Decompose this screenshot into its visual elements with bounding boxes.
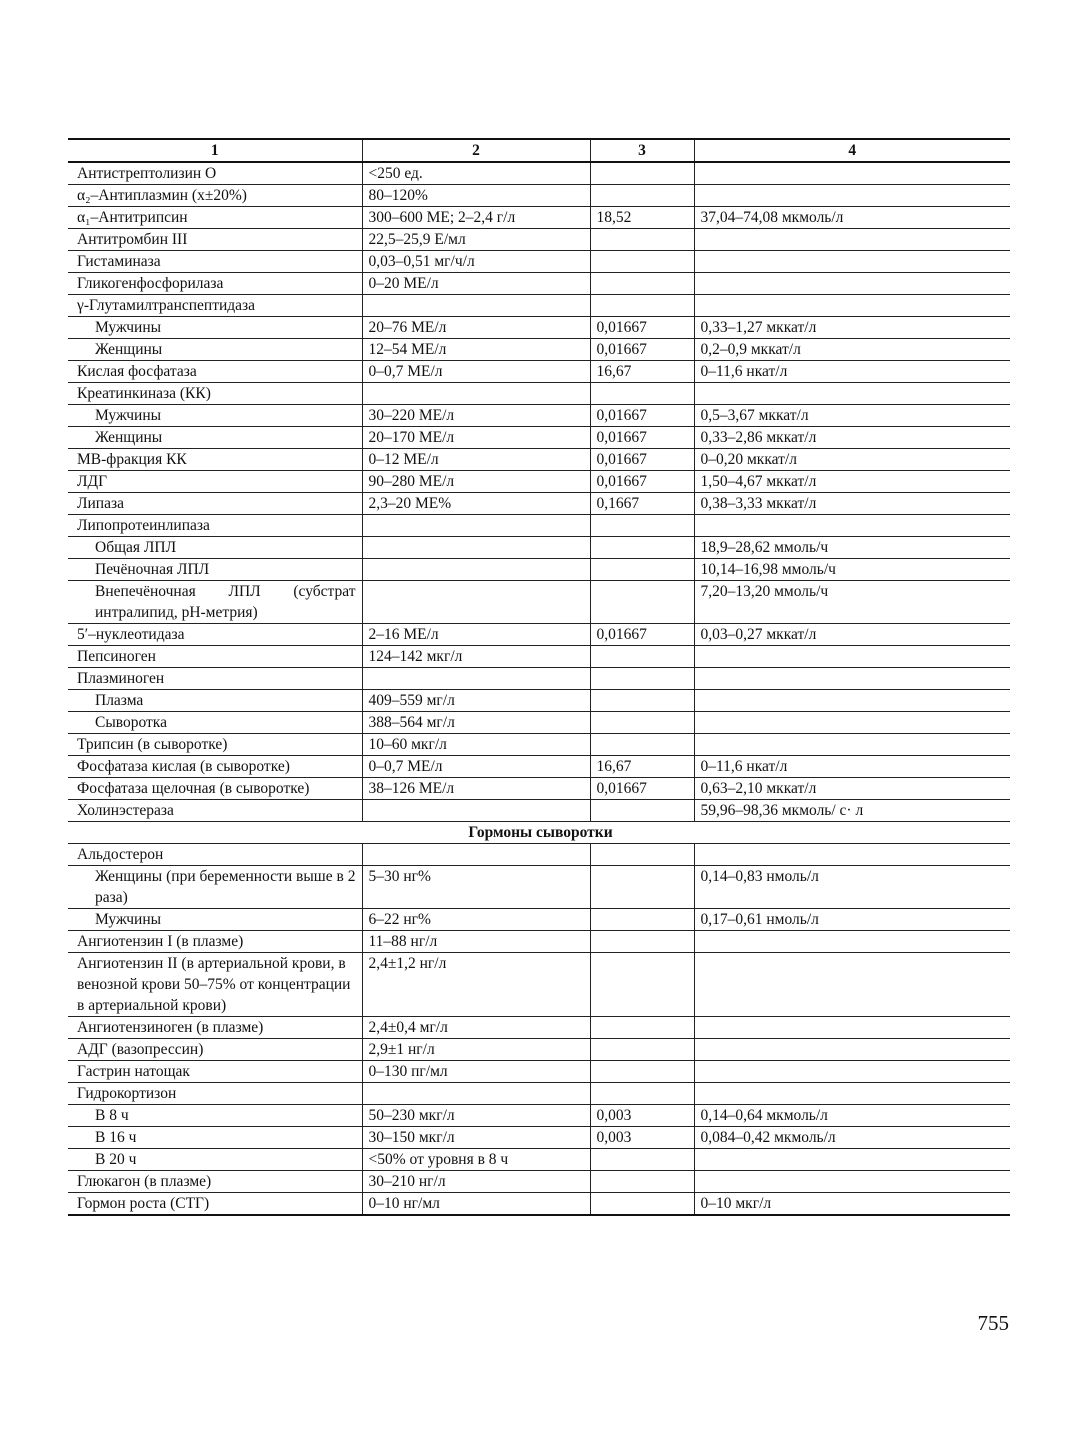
si-value-cell [694, 295, 1010, 317]
value-cell: 0,03–0,51 мг/ч/л [362, 251, 590, 273]
value-cell: 0–0,7 МЕ/л [362, 361, 590, 383]
factor-cell: 18,52 [590, 207, 694, 229]
value-cell [362, 668, 590, 690]
value-cell: 0–130 пг/мл [362, 1061, 590, 1083]
table-row [68, 1083, 1010, 1105]
factor-cell: 0,01667 [590, 471, 694, 493]
parameter-cell: Трипсин (в сыворотке) [68, 734, 362, 756]
table-row [68, 229, 1010, 251]
table-row [68, 1193, 1010, 1216]
factor-cell [590, 273, 694, 295]
value-cell: 22,5–25,9 Е/мл [362, 229, 590, 251]
section-header-row [68, 822, 1010, 844]
parameter-cell: В 16 ч [68, 1127, 362, 1149]
factor-cell [590, 712, 694, 734]
parameter-cell: Липаза [68, 493, 362, 515]
value-cell [362, 537, 590, 559]
si-value-cell [694, 1061, 1010, 1083]
parameter-cell: Ангиотензиноген (в плазме) [68, 1017, 362, 1039]
parameter-cell: Женщины [68, 427, 362, 449]
parameter-cell: Сыворотка [68, 712, 362, 734]
value-cell: 2,4±1,2 нг/л [362, 953, 590, 1017]
value-cell [362, 559, 590, 581]
parameter-cell: α₁–Антитрипсин [68, 207, 362, 229]
factor-cell [590, 537, 694, 559]
si-value-cell: 0,14–0,83 нмоль/л [694, 866, 1010, 909]
value-cell [362, 515, 590, 537]
factor-cell: 0,01667 [590, 427, 694, 449]
factor-cell: 0,01667 [590, 317, 694, 339]
header-row [68, 139, 1010, 162]
table-row [68, 1061, 1010, 1083]
table-row [68, 931, 1010, 953]
value-cell: 124–142 мкг/л [362, 646, 590, 668]
factor-cell: 16,67 [590, 756, 694, 778]
table-row [68, 646, 1010, 668]
si-value-cell: 0–10 мкг/л [694, 1193, 1010, 1216]
table-row [68, 273, 1010, 295]
si-value-cell: 0,14–0,64 мкмоль/л [694, 1105, 1010, 1127]
table-row [68, 668, 1010, 690]
factor-cell: 0,1667 [590, 493, 694, 515]
value-cell: 20–76 МЕ/л [362, 317, 590, 339]
parameter-cell: Фосфатаза кислая (в сыворотке) [68, 756, 362, 778]
parameter-cell: Мужчины [68, 909, 362, 931]
parameter-cell: Холинэстераза [68, 800, 362, 822]
table-row [68, 559, 1010, 581]
si-value-cell: 0–0,20 мккат/л [694, 449, 1010, 471]
parameter-cell: Гликогенфосфорилаза [68, 273, 362, 295]
value-cell: 11–88 нг/л [362, 931, 590, 953]
value-cell: 6–22 нг% [362, 909, 590, 931]
si-value-cell [694, 1171, 1010, 1193]
value-cell: 0–12 МЕ/л [362, 449, 590, 471]
si-value-cell: 0,63–2,10 мккат/л [694, 778, 1010, 800]
si-value-cell [694, 690, 1010, 712]
table-row [68, 581, 1010, 624]
factor-cell [590, 668, 694, 690]
factor-cell [590, 844, 694, 866]
table-row [68, 317, 1010, 339]
table-row [68, 185, 1010, 207]
si-value-cell: 0–11,6 нкат/л [694, 361, 1010, 383]
value-cell: <250 ед. [362, 162, 590, 185]
si-value-cell: 7,20–13,20 ммоль/ч [694, 581, 1010, 624]
column-header-2: 2 [362, 139, 590, 162]
factor-cell [590, 931, 694, 953]
value-cell: 20–170 МЕ/л [362, 427, 590, 449]
factor-cell: 16,67 [590, 361, 694, 383]
table-row [68, 207, 1010, 229]
parameter-cell: 5′–нуклеотидаза [68, 624, 362, 646]
page-number: 755 [977, 1311, 1009, 1335]
value-cell: 0–0,7 МЕ/л [362, 756, 590, 778]
factor-cell [590, 251, 694, 273]
factor-cell [590, 800, 694, 822]
factor-cell [590, 515, 694, 537]
factor-cell [590, 1061, 694, 1083]
table-row [68, 953, 1010, 1017]
factor-cell [590, 1171, 694, 1193]
table-row [68, 909, 1010, 931]
parameter-cell: АДГ (вазопрессин) [68, 1039, 362, 1061]
table-row [68, 844, 1010, 866]
factor-cell [590, 1017, 694, 1039]
table-row [68, 162, 1010, 185]
table-row [68, 1127, 1010, 1149]
table-row [68, 1171, 1010, 1193]
table-row [68, 712, 1010, 734]
parameter-cell: Печёночная ЛПЛ [68, 559, 362, 581]
factor-cell: 0,003 [590, 1105, 694, 1127]
parameter-cell: Ангиотензин I (в плазме) [68, 931, 362, 953]
factor-cell [590, 1149, 694, 1171]
si-value-cell: 0,38–3,33 мккат/л [694, 493, 1010, 515]
value-cell: <50% от уровня в 8 ч [362, 1149, 590, 1171]
parameter-cell: Антистрептолизин О [68, 162, 362, 185]
table-body [68, 162, 1010, 1215]
table-row [68, 339, 1010, 361]
si-value-cell: 59,96–98,36 мкмоль/ с· л [694, 800, 1010, 822]
parameter-cell: В 8 ч [68, 1105, 362, 1127]
value-cell: 0–10 нг/мл [362, 1193, 590, 1216]
parameter-cell: γ-Глутамилтранспептидаза [68, 295, 362, 317]
value-cell [362, 581, 590, 624]
factor-cell: 0,01667 [590, 778, 694, 800]
table-row [68, 1017, 1010, 1039]
value-cell: 388–564 мг/л [362, 712, 590, 734]
factor-cell: 0,003 [590, 1127, 694, 1149]
table-row [68, 756, 1010, 778]
value-cell: 409–559 мг/л [362, 690, 590, 712]
parameter-cell: Липопротеинлипаза [68, 515, 362, 537]
si-value-cell: 0,33–1,27 мккат/л [694, 317, 1010, 339]
value-cell: 5–30 нг% [362, 866, 590, 909]
parameter-cell: Женщины (при беременности выше в 2 раза) [68, 866, 362, 909]
table-row [68, 361, 1010, 383]
table-row [68, 734, 1010, 756]
factor-cell [590, 646, 694, 668]
si-value-cell: 0,5–3,67 мккат/л [694, 405, 1010, 427]
section-title: Гормоны сыворотки [68, 822, 1010, 844]
parameter-cell: Гастрин натощак [68, 1061, 362, 1083]
table-row [68, 427, 1010, 449]
parameter-cell: Общая ЛПЛ [68, 537, 362, 559]
si-value-cell: 0,17–0,61 нмоль/л [694, 909, 1010, 931]
parameter-cell: Гистаминаза [68, 251, 362, 273]
factor-cell: 0,01667 [590, 339, 694, 361]
value-cell [362, 1083, 590, 1105]
parameter-cell: Плазма [68, 690, 362, 712]
factor-cell [590, 690, 694, 712]
value-cell: 80–120% [362, 185, 590, 207]
parameter-cell: Фосфатаза щелочная (в сыворотке) [68, 778, 362, 800]
value-cell [362, 800, 590, 822]
table-row [68, 405, 1010, 427]
value-cell: 30–220 МЕ/л [362, 405, 590, 427]
factor-cell: 0,01667 [590, 624, 694, 646]
si-value-cell [694, 844, 1010, 866]
table-row [68, 1039, 1010, 1061]
parameter-cell: МВ-фракция КК [68, 449, 362, 471]
value-cell: 30–150 мкг/л [362, 1127, 590, 1149]
value-cell: 2,3–20 МЕ% [362, 493, 590, 515]
si-value-cell [694, 1149, 1010, 1171]
column-header-3: 3 [590, 139, 694, 162]
value-cell: 50–230 мкг/л [362, 1105, 590, 1127]
si-value-cell [694, 931, 1010, 953]
si-value-cell [694, 1083, 1010, 1105]
table-row [68, 449, 1010, 471]
factor-cell [590, 1083, 694, 1105]
parameter-cell: Женщины [68, 339, 362, 361]
si-value-cell: 0,084–0,42 мкмоль/л [694, 1127, 1010, 1149]
table-row [68, 383, 1010, 405]
value-cell: 12–54 МЕ/л [362, 339, 590, 361]
si-value-cell [694, 162, 1010, 185]
value-cell [362, 295, 590, 317]
column-header-1: 1 [68, 139, 362, 162]
parameter-cell: В 20 ч [68, 1149, 362, 1171]
value-cell: 30–210 нг/л [362, 1171, 590, 1193]
si-value-cell [694, 646, 1010, 668]
si-value-cell [694, 515, 1010, 537]
parameter-cell: Ангиотензин II (в артериальной крови, в венозной крови 50–75% от концентрации в артериальной крови) [68, 953, 362, 1017]
parameter-cell: Внепечёночная ЛПЛ (субстрат интралипид, pH-метрия) [68, 581, 362, 624]
table-row [68, 778, 1010, 800]
value-cell: 90–280 МЕ/л [362, 471, 590, 493]
factor-cell [590, 1039, 694, 1061]
factor-cell [590, 229, 694, 251]
table-header [68, 139, 1010, 162]
table-row [68, 800, 1010, 822]
si-value-cell: 0–11,6 нкат/л [694, 756, 1010, 778]
si-value-cell [694, 273, 1010, 295]
factor-cell [590, 383, 694, 405]
si-value-cell: 1,50–4,67 мккат/л [694, 471, 1010, 493]
value-cell: 300–600 МЕ; 2–2,4 г/л [362, 207, 590, 229]
parameter-cell: Гормон роста (СТГ) [68, 1193, 362, 1216]
value-cell [362, 844, 590, 866]
si-value-cell [694, 1039, 1010, 1061]
table-row [68, 471, 1010, 493]
parameter-cell: Антитромбин III [68, 229, 362, 251]
parameter-cell: Мужчины [68, 405, 362, 427]
parameter-cell: Пепсиноген [68, 646, 362, 668]
table-row [68, 515, 1010, 537]
si-value-cell [694, 229, 1010, 251]
factor-cell: 0,01667 [590, 405, 694, 427]
table-row [68, 251, 1010, 273]
value-cell: 2–16 МЕ/л [362, 624, 590, 646]
parameter-cell: Гидрокортизон [68, 1083, 362, 1105]
factor-cell: 0,01667 [590, 449, 694, 471]
si-value-cell: 0,2–0,9 мккат/л [694, 339, 1010, 361]
factor-cell [590, 866, 694, 909]
parameter-cell: Мужчины [68, 317, 362, 339]
parameter-cell: Глюкагон (в плазме) [68, 1171, 362, 1193]
si-value-cell [694, 668, 1010, 690]
factor-cell [590, 185, 694, 207]
table-row [68, 295, 1010, 317]
factor-cell [590, 295, 694, 317]
reference-values-table [68, 138, 1010, 1216]
parameter-cell: α₂–Антиплазмин (x±20%) [68, 185, 362, 207]
factor-cell [590, 953, 694, 1017]
factor-cell [590, 734, 694, 756]
factor-cell [590, 909, 694, 931]
factor-cell [590, 559, 694, 581]
si-value-cell: 37,04–74,08 мкмоль/л [694, 207, 1010, 229]
table-row [68, 866, 1010, 909]
parameter-cell: Креатинкиназа (КК) [68, 383, 362, 405]
parameter-cell: ЛДГ [68, 471, 362, 493]
table-row [68, 624, 1010, 646]
table-row [68, 1105, 1010, 1127]
value-cell: 2,9±1 нг/л [362, 1039, 590, 1061]
si-value-cell [694, 953, 1010, 1017]
si-value-cell: 10,14–16,98 ммоль/ч [694, 559, 1010, 581]
si-value-cell [694, 1017, 1010, 1039]
parameter-cell: Альдостерон [68, 844, 362, 866]
factor-cell [590, 581, 694, 624]
value-cell: 0–20 МЕ/л [362, 273, 590, 295]
si-value-cell: 18,9–28,62 ммоль/ч [694, 537, 1010, 559]
value-cell [362, 383, 590, 405]
table-row [68, 690, 1010, 712]
si-value-cell: 0,33–2,86 мккат/л [694, 427, 1010, 449]
parameter-cell: Кислая фосфатаза [68, 361, 362, 383]
si-value-cell: 0,03–0,27 мккат/л [694, 624, 1010, 646]
si-value-cell [694, 383, 1010, 405]
si-value-cell [694, 251, 1010, 273]
value-cell: 38–126 МЕ/л [362, 778, 590, 800]
value-cell: 10–60 мкг/л [362, 734, 590, 756]
factor-cell [590, 1193, 694, 1216]
factor-cell [590, 162, 694, 185]
si-value-cell [694, 185, 1010, 207]
table-row [68, 493, 1010, 515]
si-value-cell [694, 712, 1010, 734]
table-row [68, 1149, 1010, 1171]
value-cell: 2,4±0,4 мг/л [362, 1017, 590, 1039]
si-value-cell [694, 734, 1010, 756]
table-row [68, 537, 1010, 559]
column-header-4: 4 [694, 139, 1010, 162]
parameter-cell: Плазминоген [68, 668, 362, 690]
